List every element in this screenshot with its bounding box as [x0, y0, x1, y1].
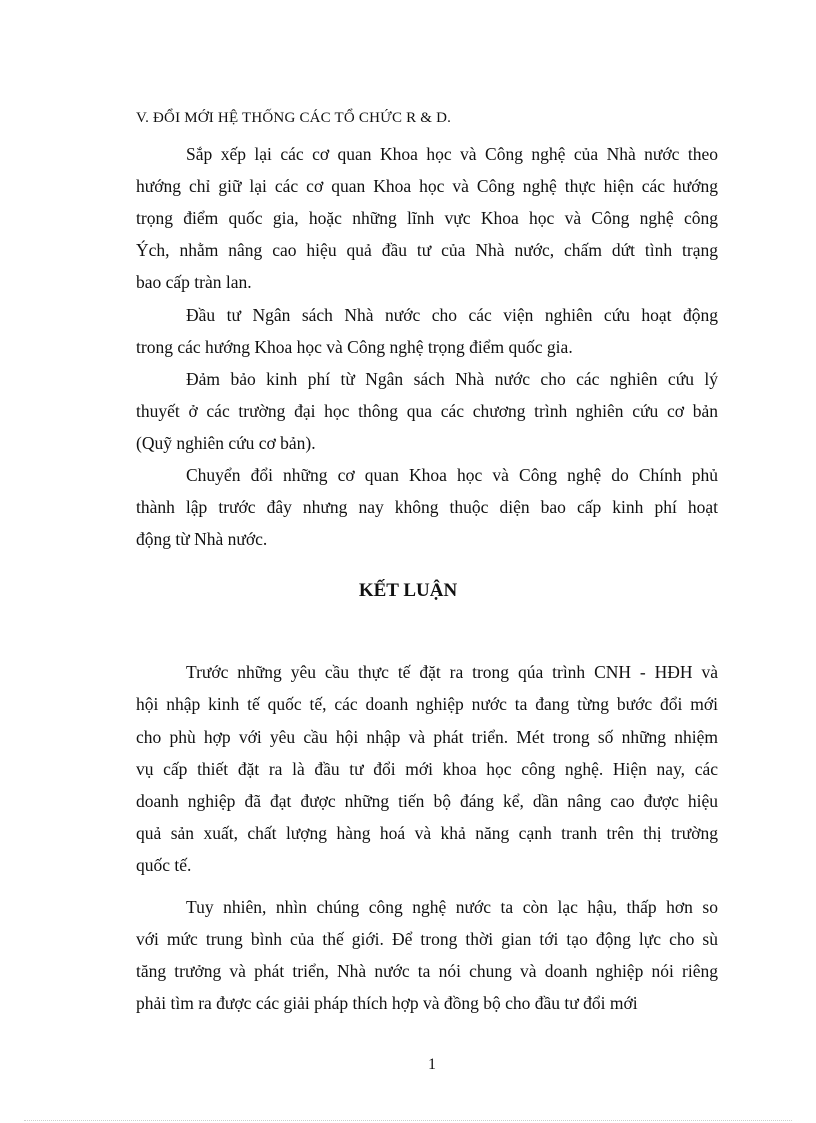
paragraph-line: phải tìm ra được các giải pháp thích hợp và đồng bộ cho đầu tư đổi mới — [136, 993, 638, 1013]
paragraph-line: Ých, nhằm nâng cao hiệu quả đầu tư của Nhà nước, chấm dứt tình trạng — [136, 240, 718, 260]
page-bottom-divider — [24, 1120, 792, 1121]
paragraph-line: thuyết ở các trường đại học thông qua các chương trình nghiên cứu cơ bản — [136, 401, 718, 421]
paragraph-line: trọng điểm quốc gia, hoặc những lĩnh vực Khoa học và Công nghệ công — [136, 208, 718, 228]
paragraph-line: (Quỹ nghiên cứu cơ bản). — [136, 433, 316, 453]
section-heading: V. ĐỔI MỚI HỆ THỐNG CÁC TỔ CHỨC R & D. — [136, 110, 452, 126]
paragraph-line: Chuyển đổi những cơ quan Khoa học và Công nghệ do Chính phủ — [186, 465, 718, 485]
paragraph-line: Trước những yêu cầu thực tế đặt ra trong qúa trình CNH - HĐH và — [186, 662, 718, 682]
paragraph-line: quốc tế. — [136, 855, 192, 875]
paragraph-line: thành lập trước đây nhưng nay không thuộc diện bao cấp kinh phí hoạt — [136, 497, 718, 517]
conclusion-title: KẾT LUẬN — [358, 580, 458, 601]
paragraph-line: doanh nghiệp đã đạt được những tiến bộ đáng kể, dần nâng cao được hiệu — [136, 791, 718, 811]
paragraph-line: quả sản xuất, chất lượng hàng hoá và khả năng cạnh tranh trên thị trường — [136, 823, 718, 843]
paragraph-line: cho phù hợp với yêu cầu hội nhập và phát triển. Mét trong số những nhiệm — [136, 727, 718, 747]
paragraph-line: vụ cấp thiết đặt ra là đầu tư đổi mới khoa học công nghệ. Hiện nay, các — [136, 759, 718, 779]
paragraph-line: tăng trưởng và phát triển, Nhà nước ta nói chung và doanh nghiệp nói riêng — [136, 961, 718, 981]
paragraph-line: với mức trung bình của thế giới. Để trong thời gian tới tạo động lực cho sù — [136, 929, 718, 949]
paragraph-line: Tuy nhiên, nhìn chúng công nghệ nước ta còn lạc hậu, thấp hơn so — [186, 897, 718, 917]
page-number: 1 — [428, 1056, 436, 1073]
paragraph-line: Đầu tư Ngân sách Nhà nước cho các viện nghiên cứu hoạt động — [186, 305, 718, 325]
paragraph-line: hội nhập kinh tế quốc tế, các doanh nghiệp nước ta đang từng bước đổi mới — [136, 694, 718, 714]
paragraph-line: trong các hướng Khoa học và Công nghệ trọng điểm quốc gia. — [136, 337, 573, 357]
paragraph-line: hướng chỉ giữ lại các cơ quan Khoa học và Công nghệ thực hiện các hướng — [136, 176, 718, 196]
paragraph-line: Sắp xếp lại các cơ quan Khoa học và Công nghệ của Nhà nước theo — [186, 144, 718, 164]
paragraph-line: bao cấp tràn lan. — [136, 272, 252, 292]
paragraph-line: Đảm bảo kinh phí từ Ngân sách Nhà nước cho các nghiên cứu lý — [186, 369, 718, 389]
paragraph-line: động từ Nhà nước. — [136, 529, 268, 549]
